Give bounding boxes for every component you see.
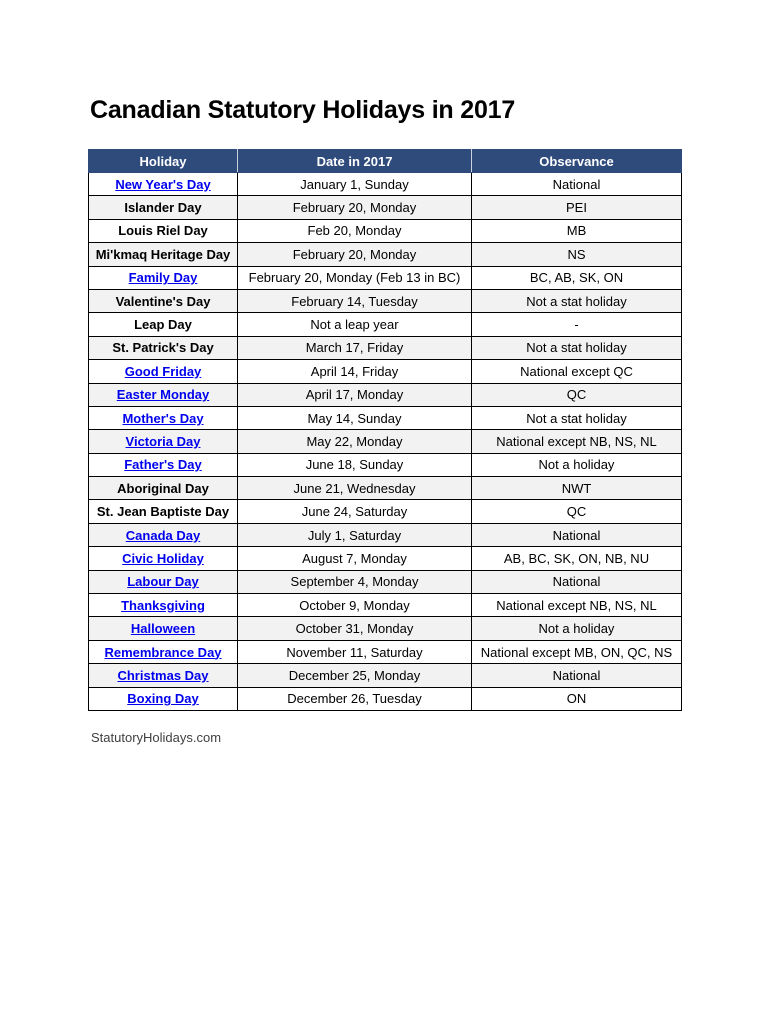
holiday-link[interactable]: Easter Monday: [116, 387, 210, 403]
holiday-cell: [89, 360, 238, 383]
holiday-cell: [89, 523, 238, 546]
date-cell: December 26, Tuesday: [238, 687, 472, 710]
table-row: [89, 430, 682, 453]
observance-cell: National except NB, NS, NL: [472, 430, 682, 453]
date-cell: February 20, Monday (Feb 13 in BC): [238, 266, 472, 289]
table-row: [89, 500, 682, 523]
observance-cell: Not a stat holiday: [472, 289, 682, 312]
date-cell: February 20, Monday: [238, 243, 472, 266]
holiday-link[interactable]: Thanksgiving: [121, 597, 205, 613]
holiday-cell: Mi'kmaq Heritage Day: [89, 243, 238, 266]
holiday-link[interactable]: Remembrance Day: [104, 644, 222, 660]
table-row: [89, 547, 682, 570]
table-row: [89, 640, 682, 663]
column-header-observance: Observance: [472, 150, 682, 173]
holiday-cell: [89, 594, 238, 617]
table-row: [89, 243, 682, 266]
table-row: [89, 313, 682, 336]
table-row: [89, 383, 682, 406]
holiday-link[interactable]: Labour Day: [127, 574, 199, 590]
table-row: [89, 523, 682, 546]
date-cell: March 17, Friday: [238, 336, 472, 359]
holiday-link[interactable]: Father's Day: [124, 457, 202, 473]
table-row: [89, 570, 682, 593]
observance-cell: QC: [472, 383, 682, 406]
date-cell: May 14, Sunday: [238, 406, 472, 429]
table-row: [89, 687, 682, 710]
holiday-cell: [89, 547, 238, 570]
table-row: [89, 173, 682, 196]
table-row: [89, 406, 682, 429]
holiday-cell: [89, 570, 238, 593]
observance-cell: ON: [472, 687, 682, 710]
observance-cell: MB: [472, 219, 682, 242]
footer-source: StatutoryHolidays.com: [91, 730, 222, 745]
observance-cell: AB, BC, SK, ON, NB, NU: [472, 547, 682, 570]
table-row: [89, 453, 682, 476]
table-row: [89, 196, 682, 219]
holiday-cell: St. Patrick's Day: [89, 336, 238, 359]
date-cell: Not a leap year: [238, 313, 472, 336]
table-row: [89, 336, 682, 359]
observance-cell: BC, AB, SK, ON: [472, 266, 682, 289]
date-cell: October 31, Monday: [238, 617, 472, 640]
date-cell: April 14, Friday: [238, 360, 472, 383]
date-cell: September 4, Monday: [238, 570, 472, 593]
observance-cell: National: [472, 664, 682, 687]
date-cell: April 17, Monday: [238, 383, 472, 406]
observance-cell: National: [472, 523, 682, 546]
holiday-link[interactable]: Victoria Day: [125, 433, 201, 449]
holiday-cell: Leap Day: [89, 313, 238, 336]
holiday-link[interactable]: Halloween: [130, 621, 196, 637]
date-cell: December 25, Monday: [238, 664, 472, 687]
date-cell: June 18, Sunday: [238, 453, 472, 476]
table-row: [89, 266, 682, 289]
holiday-cell: Valentine's Day: [89, 289, 238, 312]
observance-cell: National except QC: [472, 360, 682, 383]
holidays-table: [88, 149, 682, 711]
observance-cell: Not a holiday: [472, 453, 682, 476]
observance-cell: NWT: [472, 477, 682, 500]
observance-cell: Not a stat holiday: [472, 406, 682, 429]
holiday-link[interactable]: Canada Day: [125, 527, 201, 543]
holiday-cell: [89, 383, 238, 406]
observance-cell: National except NB, NS, NL: [472, 594, 682, 617]
date-cell: June 21, Wednesday: [238, 477, 472, 500]
holiday-link[interactable]: Good Friday: [124, 363, 202, 379]
holiday-cell: [89, 453, 238, 476]
date-cell: November 11, Saturday: [238, 640, 472, 663]
page-title: Canadian Statutory Holidays in 2017: [90, 96, 516, 124]
observance-cell: NS: [472, 243, 682, 266]
holiday-cell: [89, 664, 238, 687]
table-row: [89, 594, 682, 617]
holiday-link[interactable]: Mother's Day: [122, 410, 204, 426]
holiday-cell: [89, 266, 238, 289]
holiday-cell: [89, 406, 238, 429]
column-header-holiday: Holiday: [89, 150, 238, 173]
holiday-cell: [89, 687, 238, 710]
date-cell: February 20, Monday: [238, 196, 472, 219]
date-cell: January 1, Sunday: [238, 173, 472, 196]
table-row: [89, 360, 682, 383]
holiday-cell: [89, 173, 238, 196]
observance-cell: Not a stat holiday: [472, 336, 682, 359]
date-cell: July 1, Saturday: [238, 523, 472, 546]
date-cell: February 14, Tuesday: [238, 289, 472, 312]
date-cell: August 7, Monday: [238, 547, 472, 570]
date-cell: October 9, Monday: [238, 594, 472, 617]
holiday-link[interactable]: Family Day: [128, 270, 198, 286]
column-header-date: Date in 2017: [238, 150, 472, 173]
holiday-link[interactable]: New Year's Day: [115, 176, 211, 192]
table-header-row: [89, 150, 682, 173]
observance-cell: National: [472, 570, 682, 593]
observance-cell: -: [472, 313, 682, 336]
table-row: [89, 664, 682, 687]
table-row: [89, 477, 682, 500]
holiday-cell: Louis Riel Day: [89, 219, 238, 242]
date-cell: May 22, Monday: [238, 430, 472, 453]
observance-cell: National except MB, ON, QC, NS: [472, 640, 682, 663]
observance-cell: PEI: [472, 196, 682, 219]
date-cell: June 24, Saturday: [238, 500, 472, 523]
observance-cell: National: [472, 173, 682, 196]
holiday-link[interactable]: Boxing Day: [127, 691, 199, 707]
holiday-cell: Islander Day: [89, 196, 238, 219]
table-row: [89, 289, 682, 312]
table-row: [89, 617, 682, 640]
observance-cell: Not a holiday: [472, 617, 682, 640]
date-cell: Feb 20, Monday: [238, 219, 472, 242]
holiday-cell: [89, 640, 238, 663]
holiday-cell: Aboriginal Day: [89, 477, 238, 500]
holiday-link[interactable]: Civic Holiday: [122, 550, 204, 566]
holiday-cell: St. Jean Baptiste Day: [89, 500, 238, 523]
holiday-link[interactable]: Christmas Day: [117, 667, 209, 683]
holiday-cell: [89, 430, 238, 453]
holiday-cell: [89, 617, 238, 640]
observance-cell: QC: [472, 500, 682, 523]
table-row: [89, 219, 682, 242]
